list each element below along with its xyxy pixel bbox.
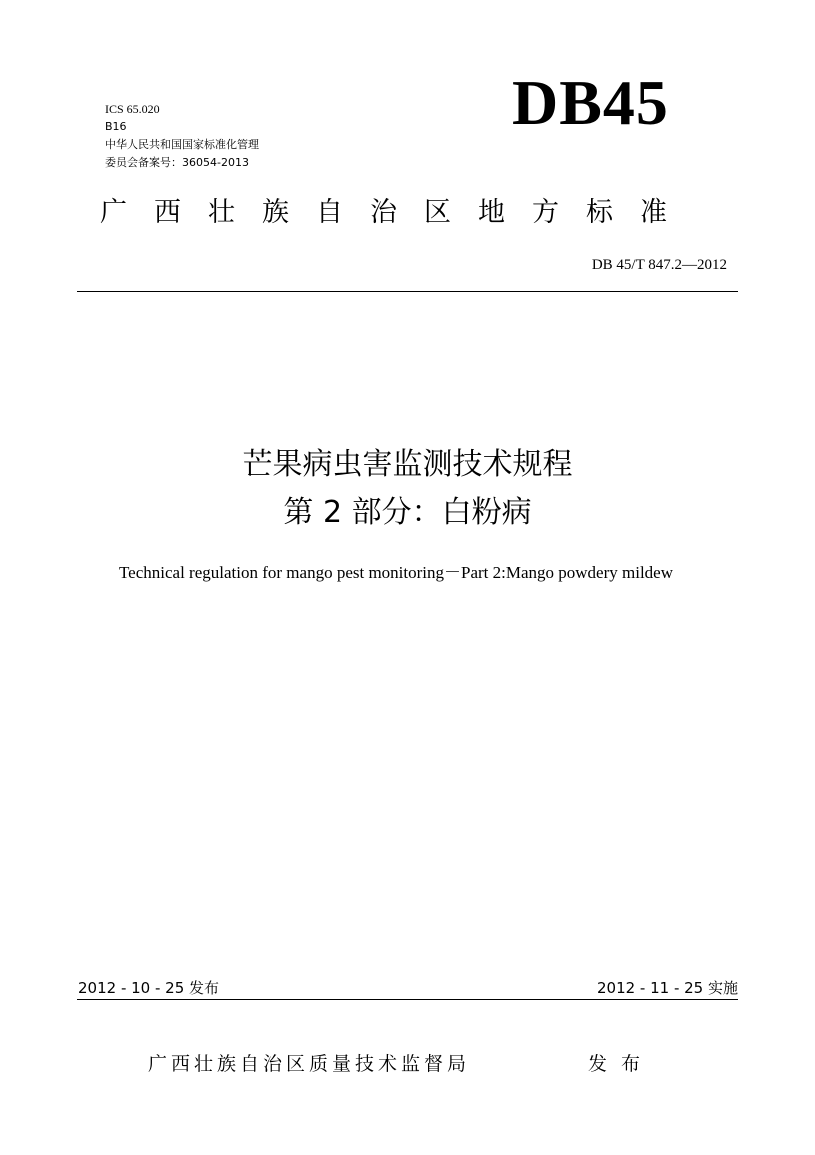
header-meta bbox=[105, 100, 259, 172]
standard-type: 广西壮族自治区地方标准 bbox=[100, 197, 694, 228]
title-line-2: 第 2 部分：白粉病 bbox=[283, 495, 532, 530]
issue-date: 2012 - 10 - 25 发布 bbox=[78, 979, 220, 997]
registry-line-1: 中华人民共和国国家标准化管理 bbox=[105, 138, 259, 151]
standard-number: DB 45/T 847.2—2012 bbox=[591, 257, 727, 273]
class-code: B16 bbox=[105, 120, 127, 133]
issue-word: 发布 bbox=[588, 1053, 655, 1075]
standard-code: DB45 bbox=[512, 67, 669, 138]
implementation-date: 2012 - 11 - 25 实施 bbox=[596, 979, 738, 997]
footer-divider bbox=[77, 999, 738, 1000]
english-title: Technical regulation for mango pest monitoring－Part 2:Mango powdery mildew bbox=[118, 563, 674, 582]
issuer: 广西壮族自治区质量技术监督局 bbox=[148, 1053, 471, 1075]
title-line-1: 芒果病虫害监测技术规程 bbox=[242, 447, 573, 482]
ics-code: ICS 65.020 bbox=[105, 102, 160, 116]
header-divider bbox=[77, 291, 738, 292]
registry-line-2: 委员会备案号：36054-2013 bbox=[105, 156, 249, 169]
